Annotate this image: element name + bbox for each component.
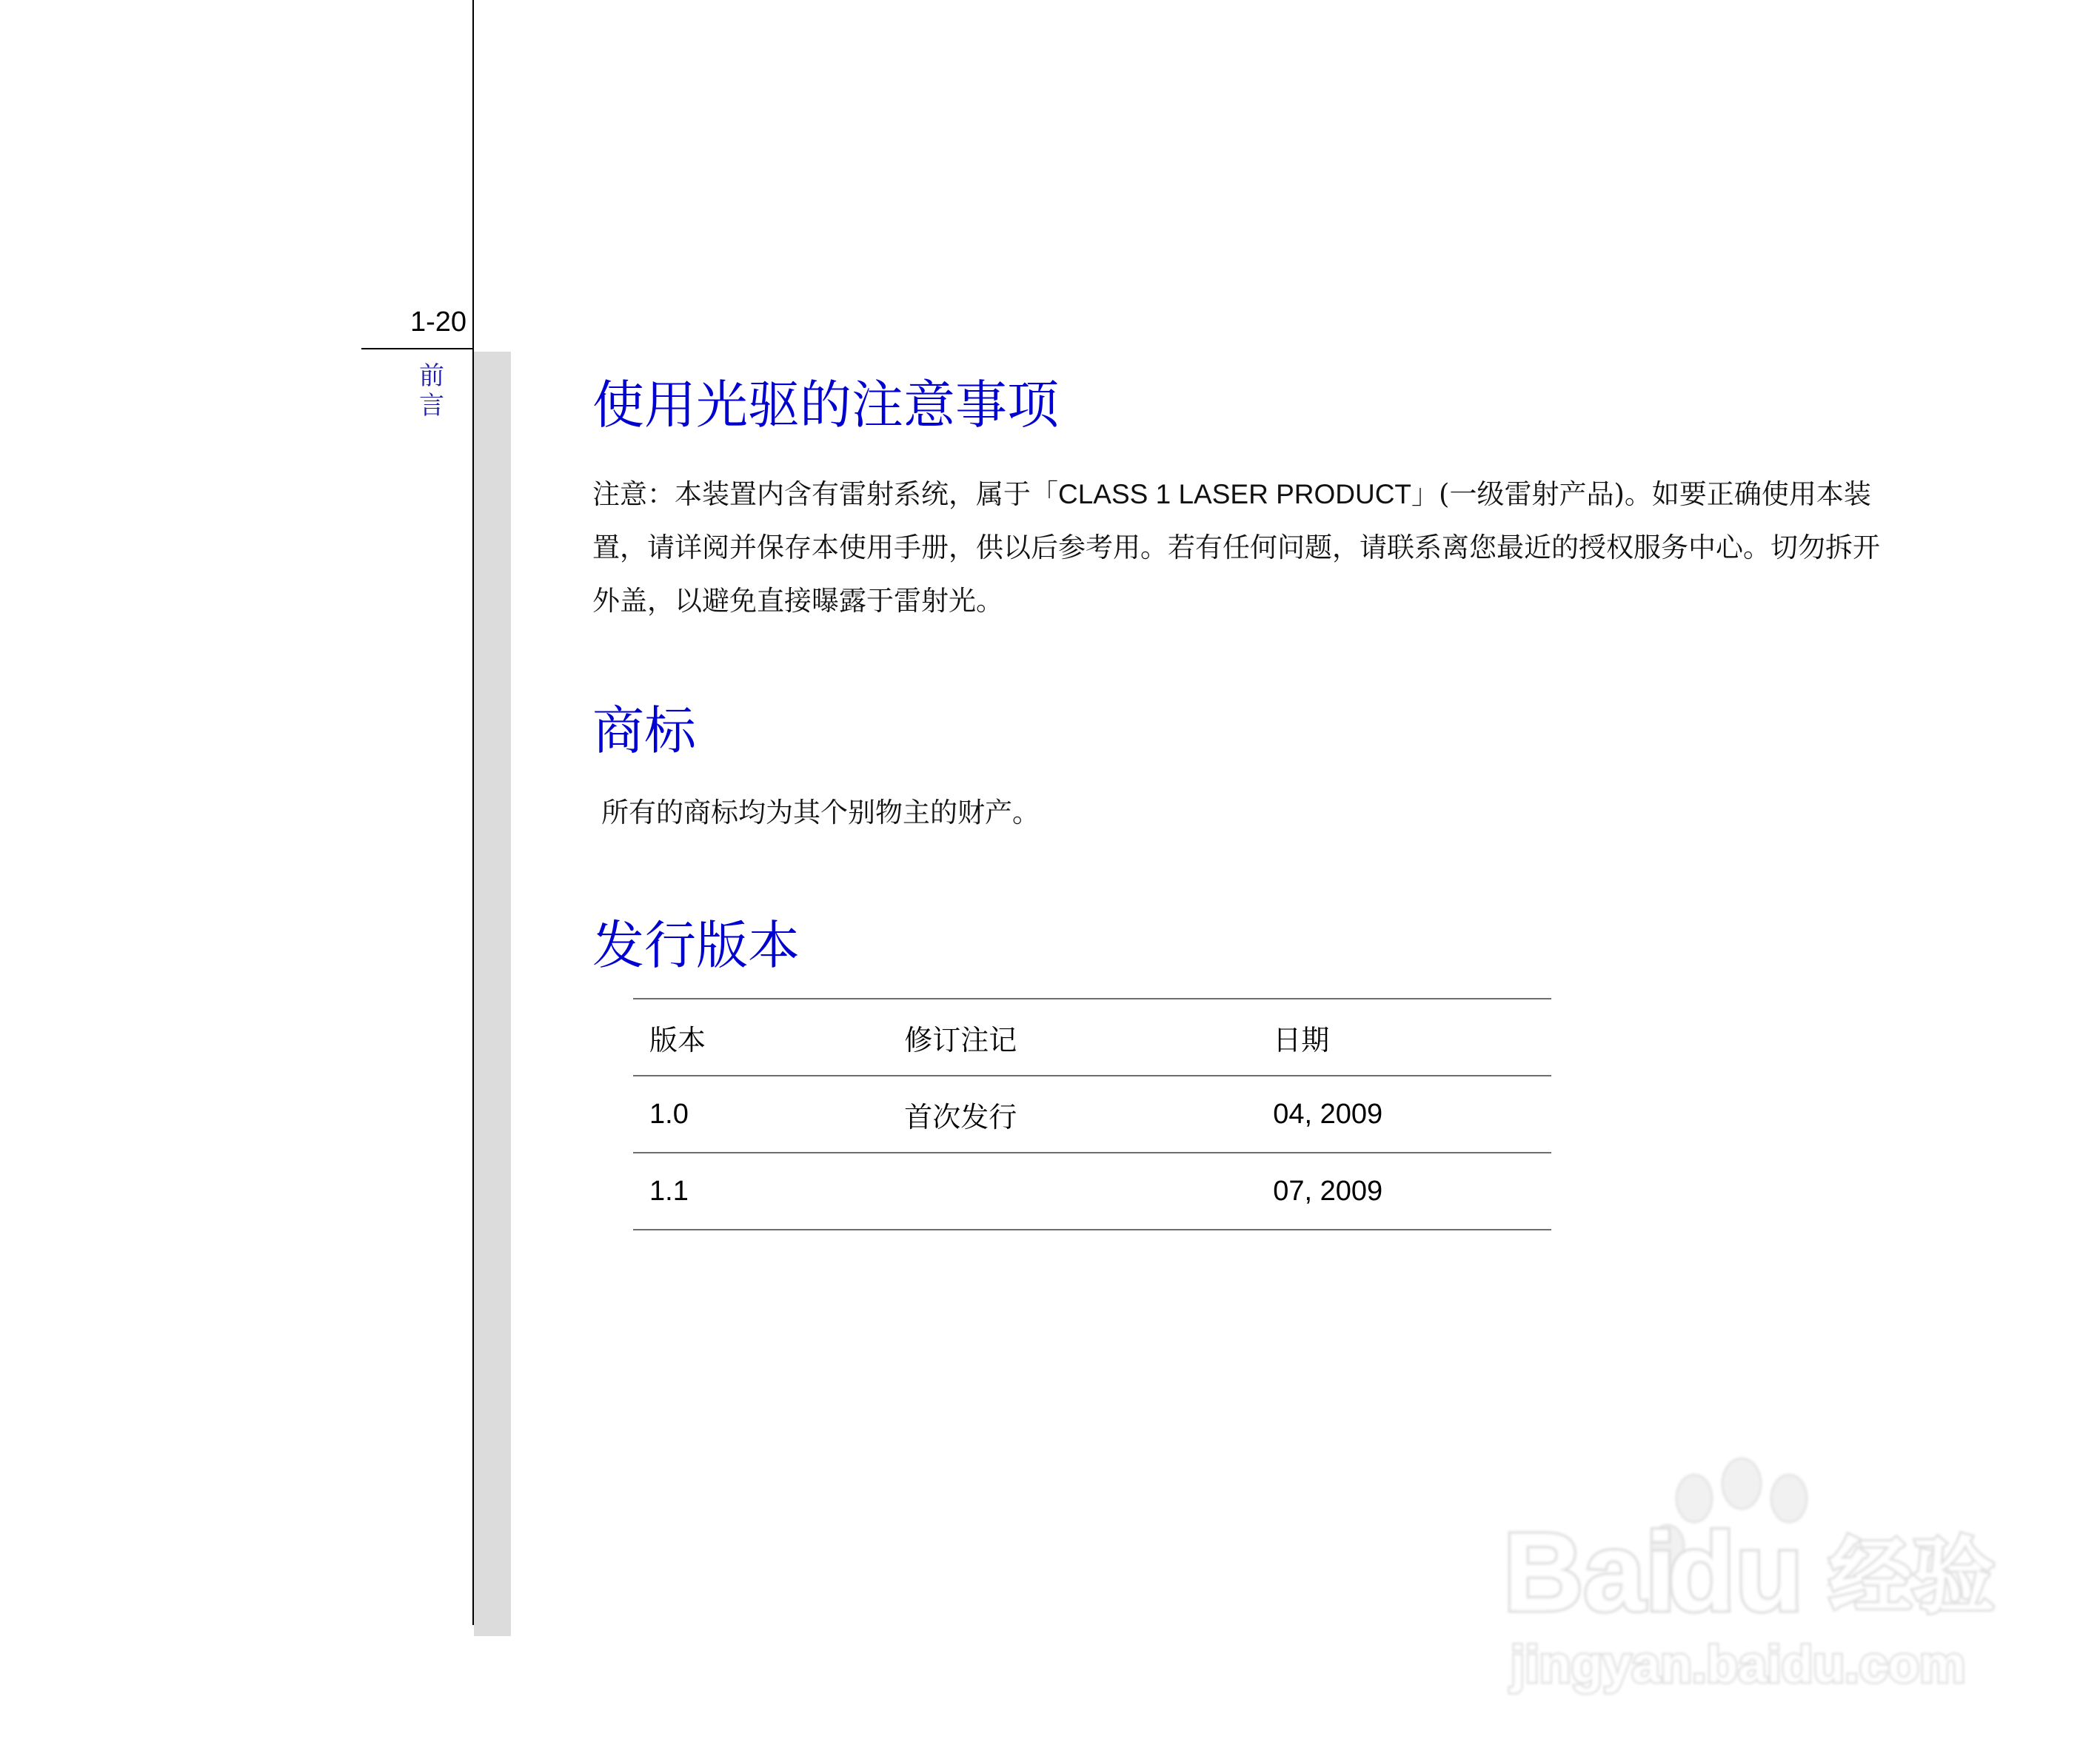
margin-band <box>474 352 511 1636</box>
cell-notes: 首次发行 <box>888 1076 1257 1153</box>
laser-product-class: CLASS 1 LASER PRODUCT <box>1058 479 1412 509</box>
cell-version: 1.0 <box>633 1076 888 1153</box>
table-header-row <box>633 999 1551 1076</box>
laser-text-after: 」(一级雷射产品)。如要正确使用本装置，请详阅并保存本使用手册，供以后参考用。若有任何问题，请联系离您最近的授权服务中心。切勿拆开外盖，以避免直接曝露于雷射光。 <box>592 478 1880 617</box>
cell-date: 04, 2009 <box>1257 1076 1551 1153</box>
trademark-heading: 商标 <box>592 700 696 761</box>
laser-heading: 使用光驱的注意事项 <box>592 375 1059 435</box>
section-label: 前言 <box>419 361 444 421</box>
table-row <box>633 1076 1551 1153</box>
cell-notes <box>888 1153 1257 1230</box>
column-header-date: 日期 <box>1257 999 1551 1076</box>
cell-version: 1.1 <box>633 1153 888 1230</box>
column-header-notes: 修订注记 <box>888 999 1257 1076</box>
page-number-rule <box>361 348 472 349</box>
baidu-watermark <box>1503 1451 2007 1703</box>
revision-table <box>633 998 1551 1230</box>
cell-date: 07, 2009 <box>1257 1153 1551 1230</box>
laser-paragraph <box>592 468 1907 628</box>
laser-text-before: 注意：本装置内含有雷射系统，属于「 <box>592 478 1058 510</box>
revision-heading: 发行版本 <box>592 915 800 976</box>
watermark-brand-right: du <box>1668 1510 1804 1634</box>
watermark-brand-cn: 经验 <box>1829 1529 1995 1625</box>
page-number: 1-20 <box>409 306 467 338</box>
watermark-brand-left: Bai <box>1503 1510 1676 1634</box>
table-row <box>633 1153 1551 1230</box>
trademark-paragraph: 所有的商标均为其个别物主的财产。 <box>601 797 1040 828</box>
column-header-version: 版本 <box>633 999 888 1076</box>
watermark-url: jingyan.baidu.com <box>1511 1635 1966 1693</box>
